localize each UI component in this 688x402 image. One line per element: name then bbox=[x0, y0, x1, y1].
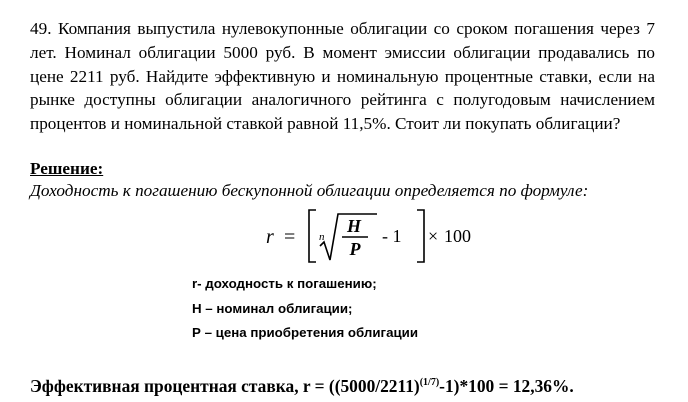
formula-times: × bbox=[428, 226, 439, 246]
result-prefix: Эффективная процентная ставка, r = ((5000/2211) bbox=[30, 376, 420, 396]
solution-intro: Доходность к погашению бескупонной облигации определяется по формуле: bbox=[30, 181, 589, 200]
yield-formula bbox=[262, 206, 502, 266]
root-index: n bbox=[319, 231, 325, 243]
legend-item: Р – цена приобретения облигации bbox=[192, 325, 418, 340]
result-suffix: -1)*100 = 12,36%. bbox=[439, 376, 574, 396]
formula-lhs: r bbox=[266, 226, 274, 248]
effective-rate-result bbox=[30, 376, 574, 396]
result-exponent: (1/7) bbox=[419, 377, 440, 388]
legend-item: Н – номинал облигации; bbox=[192, 300, 353, 316]
formula-equals: = bbox=[284, 226, 296, 248]
problem-statement: 49. Компания выпустила нулевокупонные облигации со сроком погашения через 7 лет. Номинал облигации 5000 руб. В момент эмиссии облигации продавались по цене 2211 руб. Найдите эффективную и номинальную процентные ставки, если на рынке доступны облигации аналогичного рейтинга с полугодовым начислением процентов и номинальной ставкой равной 11,5%. Стоит ли покупать облигации? bbox=[30, 19, 655, 134]
formula-minus-one: - 1 bbox=[382, 226, 402, 246]
left-bracket bbox=[309, 210, 316, 262]
fraction-numerator: H bbox=[346, 216, 362, 236]
right-bracket bbox=[417, 210, 424, 262]
solution-heading: Решение: bbox=[30, 159, 104, 178]
variable-legend bbox=[192, 275, 418, 349]
legend-item: r- доходность к погашению; bbox=[192, 276, 377, 291]
yield-formula-graphic bbox=[262, 206, 502, 266]
fraction-denominator: P bbox=[349, 239, 361, 259]
formula-hundred: 100 bbox=[444, 226, 471, 246]
